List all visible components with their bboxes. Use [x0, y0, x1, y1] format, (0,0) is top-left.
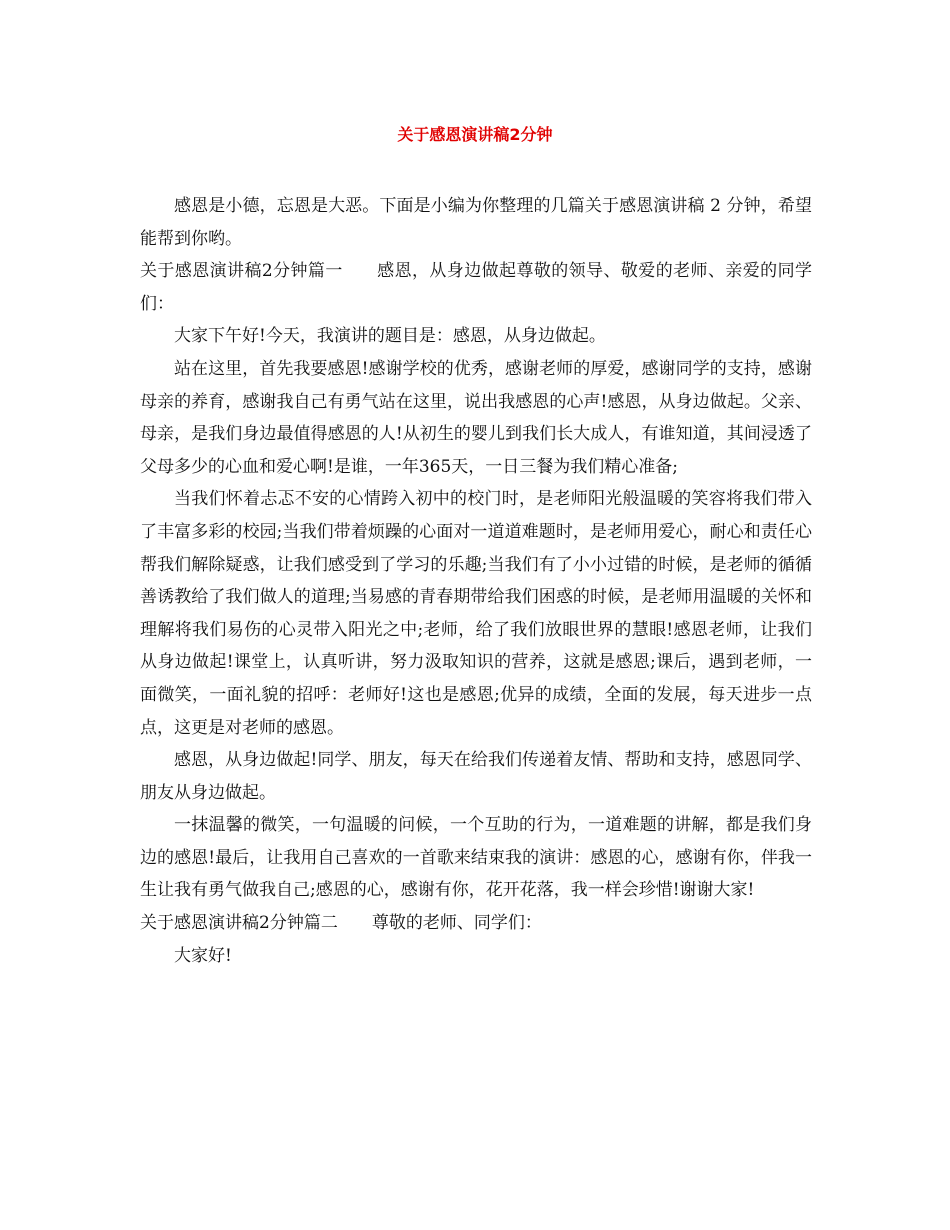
paragraph: 大家下午好!今天，我演讲的题目是：感恩，从身边做起。 [174, 326, 606, 347]
document-title: 关于感恩演讲稿2分钟 [397, 125, 553, 144]
section-two-heading-line [140, 907, 812, 940]
section-one-heading-line [140, 255, 812, 320]
paragraph: 感恩，从身边做起!同学、朋友，每天在给我们传递着友情、帮助和支持，感恩同学、朋友从身边做起。 [140, 750, 812, 803]
paragraph: 站在这里，首先我要感恩!感谢学校的优秀，感谢老师的厚爱，感谢同学的支持，感谢母亲的养育，感谢我自己有勇气站在这里，说出我感恩的心声!感恩，从身边做起。父亲、母亲，是我们身边最值得感恩的人!从初生的婴儿到我们长大成人，有谁知道，其间浸透了父母多少的心血和爱心啊!是谁，一年365天，一日三餐为我们精心准备; [140, 358, 812, 477]
section-heading: 关于感恩演讲稿2分钟篇二 [140, 913, 338, 934]
paragraph: 当我们怀着忐忑不安的心情跨入初中的校门时，是老师阳光般温暖的笑容将我们带入了丰富多彩的校园;当我们带着烦躁的心面对一道道难题时，是老师用爱心，耐心和责任心帮我们解除疑惑，让我们感受到了学习的乐趣;当我们有了小小过错的时候，是老师的循循善诱教给了我们做人的道理;当易感的青春期带给我们困惑的时候，是老师用温暖的关怀和理解将我们易伤的心灵带入阳光之中;老师，给了我们放眼世界的慧眼!感恩老师，让我们从身边做起!课堂上，认真听讲，努力汲取知识的营养，这就是感恩;课后，遇到老师，一面微笑，一面礼貌的招呼：老师好!这也是感恩;优异的成绩，全面的发展，每天进步一点点，这更是对老师的感恩。 [140, 489, 812, 738]
document-body [140, 190, 812, 972]
section-salutation: 尊敬的老师、同学们： [371, 913, 542, 934]
section-heading: 关于感恩演讲稿2分钟篇一 [140, 261, 343, 282]
paragraph-intro: 感恩是小德，忘恩是大恶。下面是小编为你整理的几篇关于感恩演讲稿 2 分钟，希望能帮到你哟。 [140, 196, 812, 249]
paragraph: 大家好! [174, 945, 232, 966]
paragraph: 一抹温馨的微笑，一句温暖的问候，一个互助的行为，一道难题的讲解，都是我们身边的感恩!最后，让我用自己喜欢的一首歌来结束我的演讲：感恩的心，感谢有你，伴我一生让我有勇气做我自己;感恩的心，感谢有你，花开花落，我一样会珍惜!谢谢大家! [140, 815, 812, 901]
section-salutation: 感恩，从身边做起尊敬的领导、敬爱的老师、亲爱的同学们： [140, 261, 813, 314]
